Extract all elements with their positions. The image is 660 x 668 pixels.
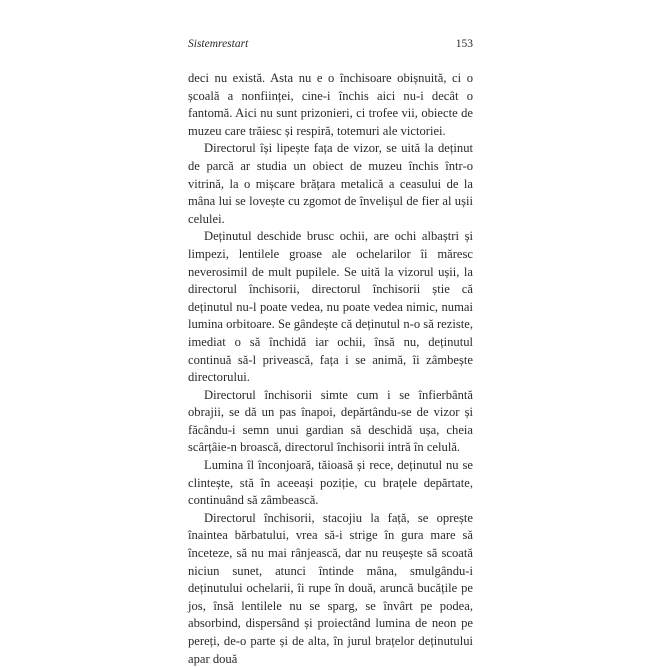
page-number: 153 (455, 38, 473, 50)
paragraph: Deținutul deschide brusc ochii, are ochi albaștri și limpezi, lentilele groase ale ochelarilor îi măresc neverosimil de mult pupilele. Se uită la vizorul ușii, la directorul închisorii, directorul închisorii știe că deținutul nu-l poate vedea, nu poate vedea nimic, numai lumina orbitoare. Se gândește că deținutul n-o să reziste, imediat o să închidă iar ochii, însă nu, deținutul continuă să-l privească, fața i se animă, îi zâmbește directorului. (188, 229, 473, 385)
running-title: Sistemrestart (188, 38, 249, 50)
paragraph: Lumina îl înconjoară, tăioasă și rece, deținutul nu se clintește, stă în aceeași poziție, cu brațele depărtate, continuând să zâmbească. (188, 458, 473, 508)
paragraph: deci nu există. Asta nu e o închisoare obișnuită, ci o școală a nonființei, cine-i închis aici nu-i decât o fantomă. Aici nu sunt prizonieri, ci trofee vii, obiecte de muzeu care trăiesc și respiră, totemuri ale victoriei. (188, 71, 473, 138)
paragraph: Directorul își lipește fața de vizor, se uită la deținut de parcă ar studia un obiect de muzeu închis într-o vitrină, la o mișcare brățara metalică a ceasului de la mâna lui se lovește cu zgomot de învelișul de fier al ușii celulei. (188, 141, 473, 226)
running-header (188, 38, 473, 54)
body-text (188, 70, 473, 668)
paragraph: Directorul închisorii, stacojiu la față, se oprește înaintea bărbatului, vrea să-i strige în gura mare să înceteze, să nu mai rânjească, dar nu reușește să scoată niciun sunet, atunci întinde mâna, smulgându-i deținutului ochelarii, îi rupe în două, aruncă bucățile pe jos, însă lentilele nu se sparg, se învârt pe podea, absorbind, dispersând și proiectând lumina de neon pe pereți, de-o parte și de alta, în jurul brațelor deținutului apar două (188, 510, 473, 666)
paragraph: Directorul închisorii simte cum i se înfierbântă obrajii, se dă un pas înapoi, depărtându-se de vizor și făcându-i semn unui gardian să deschidă ușa, cheia scârțâie-n broască, directorul închisorii intră în celulă. (188, 387, 473, 455)
